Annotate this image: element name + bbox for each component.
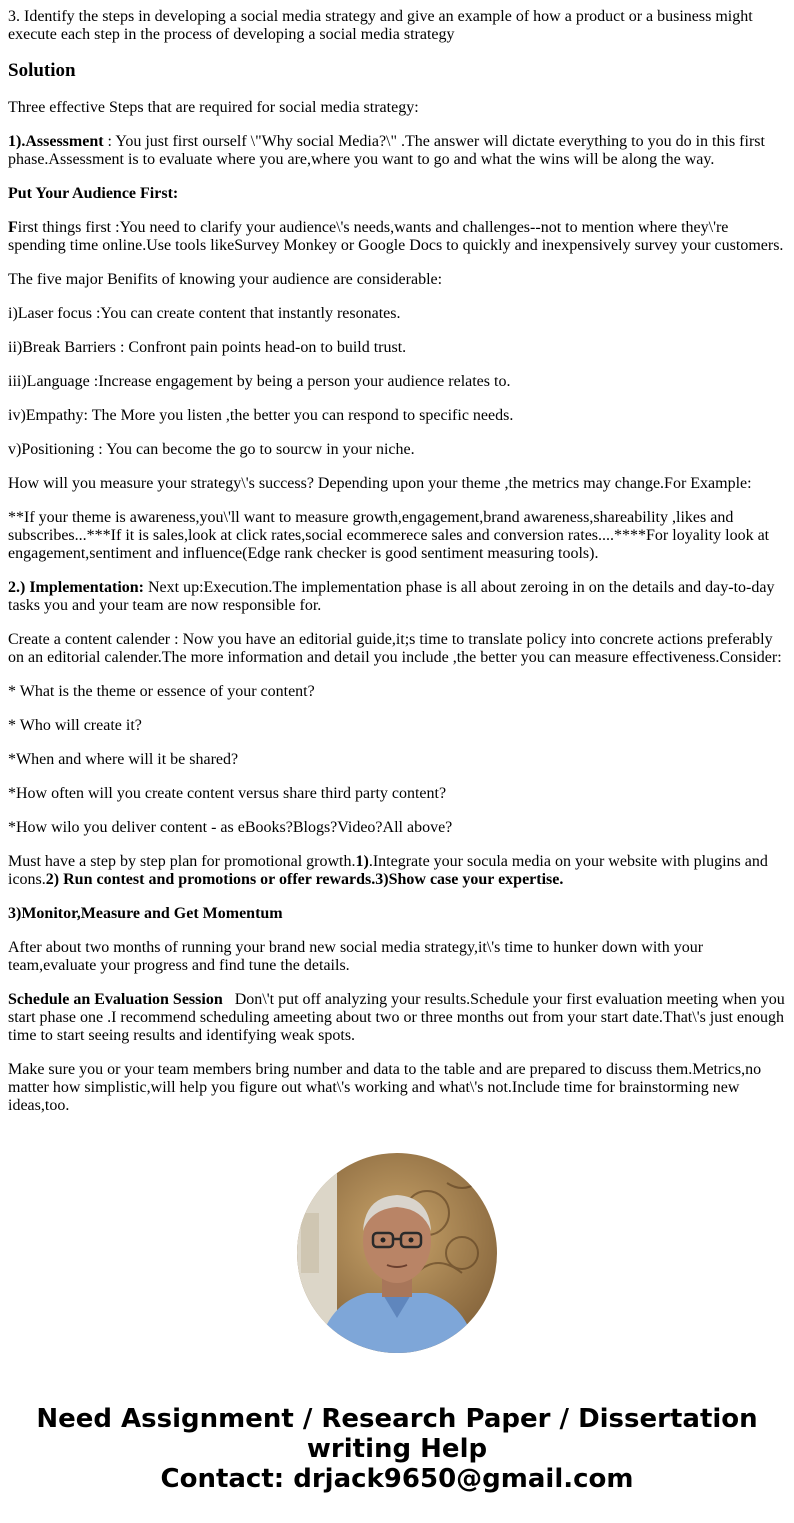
assessment-label: 1).Assessment xyxy=(8,133,104,150)
schedule-label: Schedule an Evaluation Session xyxy=(8,991,223,1008)
assessment-paragraph xyxy=(8,133,786,169)
schedule-text: Don\'t put off analyzing your results.Schedule your first evaluation meeting when you start phase one .I recommend scheduling ameeting about two or three months out from your start date.That\'s just enough time to start seeing results and identifying weak spots. xyxy=(8,991,789,1044)
promo-paragraph xyxy=(8,853,786,889)
promo-rest: 2) Run contest and promotions or offer rewards.3)Show case your expertise. xyxy=(45,871,564,888)
audience-heading-label: Put Your Audience First: xyxy=(8,185,179,202)
question-text: 3. Identify the steps in developing a social media strategy and give an example of how a product or a business might execute each step in the process of developing a social media strategy xyxy=(8,8,753,43)
consideration-item: * Who will create it? xyxy=(8,717,142,734)
assessment-text: : You just first ourself \"Why social Media?\" .The answer will dictate everything to you do in this first phase.Assessment is to evaluate where you are,where you want to go and what the wins will be along the way. xyxy=(8,133,765,168)
author-avatar xyxy=(297,1153,497,1353)
banner-line-2: writing Help xyxy=(306,1434,488,1464)
solution-heading: Solution xyxy=(8,60,76,81)
first-things-paragraph xyxy=(8,219,786,255)
banner-line-1: Need Assignment / Research Paper / Dissertation xyxy=(36,1404,758,1434)
avatar-portrait xyxy=(297,1153,497,1353)
measure-question: How will you measure your strategy\'s success? Depending upon your theme ,the metrics may change.For Example: xyxy=(8,475,752,492)
promo-step1-text: .Integrate your socula media on your website with plugins and icons. xyxy=(8,853,768,888)
consideration-item: *How often will you create content versus share third party content? xyxy=(8,785,447,802)
benefit-item: iii)Language :Increase engagement by being a person your audience relates to. xyxy=(8,373,511,390)
first-things-text: irst things first :You need to clarify your audience\'s needs,wants and challenges--not to mention where they\'re spending time online.Use tools likeSurvey Monkey or Google Docs to quickly and inexpensively survey your customers. xyxy=(8,219,784,254)
audience-heading xyxy=(8,185,786,203)
schedule-paragraph xyxy=(8,991,789,1045)
calendar-paragraph: Create a content calender : Now you have an editorial guide,it;s time to translate policy into concrete actions preferably on an editorial calender.The more information and detail you include ,the better you can measure effectiveness.Consider: xyxy=(8,631,782,666)
implementation-text: Next up:Execution.The implementation phase is all about zeroing in on the details and day-to-day tasks you and your team are now responsible for. xyxy=(8,579,775,614)
document-body xyxy=(8,8,789,1131)
intro-paragraph: Three effective Steps that are required for social media strategy: xyxy=(8,99,419,116)
promo-step1-label: 1) xyxy=(355,853,369,870)
consideration-item: *When and where will it be shared? xyxy=(8,751,239,768)
benefit-item: v)Positioning : You can become the go to sourcw in your niche. xyxy=(8,441,415,458)
benefit-item: iv)Empathy: The More you listen ,the better you can respond to specific needs. xyxy=(8,407,514,424)
consideration-item: *How wilo you deliver content - as eBooks?Blogs?Video?All above? xyxy=(8,819,453,836)
implementation-paragraph xyxy=(8,579,786,615)
consideration-item: * What is the theme or essence of your content? xyxy=(8,683,315,700)
implementation-label: 2.) Implementation: xyxy=(8,579,144,596)
banner-contact-line: Contact: drjack9650@gmail.com xyxy=(160,1464,634,1494)
make-sure-paragraph: Make sure you or your team members bring number and data to the table and are prepared to discuss them.Metrics,no matter how simplistic,will help you figure out what\'s working and what\'s not.Include time for brainstorming new ideas,too. xyxy=(8,1061,762,1114)
monitor-heading xyxy=(8,905,786,923)
contact-banner xyxy=(0,1404,794,1494)
monitor-paragraph: After about two months of running your brand new social media strategy,it\'s time to hunker down with your team,evaluate your progress and find tune the details. xyxy=(8,939,704,974)
promo-lead: Must have a step by step plan for promotional growth. xyxy=(8,853,356,870)
metrics-example: **If your theme is awareness,you\'ll want to measure growth,engagement,brand awareness,shareability ,likes and subscribes...***If it is sales,look at click rates,social ecommerece sales and conversion rates....****For loyality look at engagement,sentiment and influence(Edge rank checker is good sentiment measuring tools). xyxy=(8,509,770,562)
benefits-intro: The five major Benifits of knowing your audience are considerable: xyxy=(8,271,443,288)
monitor-heading-label: 3)Monitor,Measure and Get Momentum xyxy=(8,905,283,922)
benefit-item: ii)Break Barriers : Confront pain points head-on to build trust. xyxy=(8,339,407,356)
benefit-item: i)Laser focus :You can create content that instantly resonates. xyxy=(8,305,401,322)
first-things-initial: F xyxy=(8,219,18,236)
